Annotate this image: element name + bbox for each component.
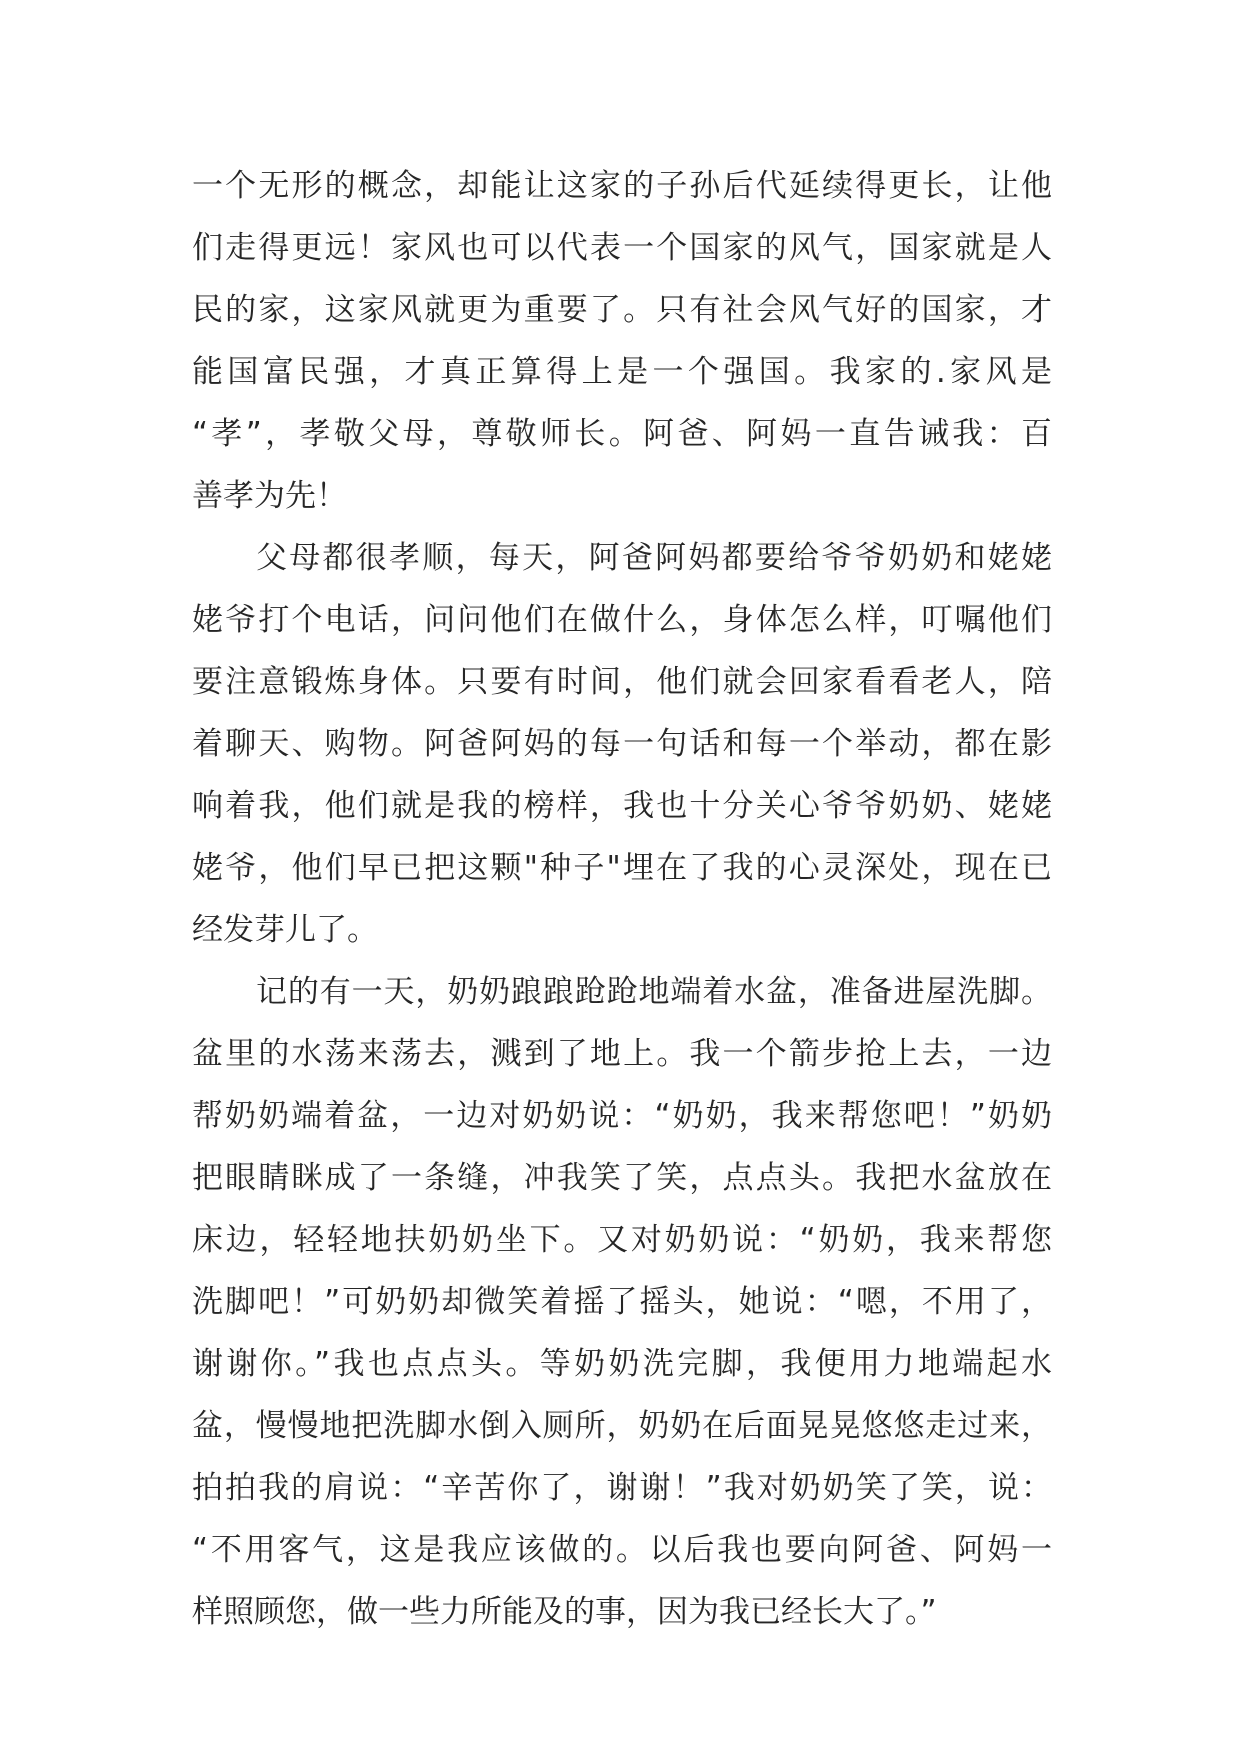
paragraph-2-line-4: 着聊天、购物。阿爸阿妈的每一句话和每一个举动，都在影 — [192, 726, 1052, 762]
paragraph-3-line-3: 帮奶奶端着盆，一边对奶奶说：“奶奶，我来帮您吧！”奶奶 — [192, 1098, 1052, 1134]
paragraph-3-line-8: 盆，慢慢地把洗脚水倒入厕所，奶奶在后面晃晃悠悠走过来， — [192, 1408, 1052, 1444]
paragraph-1-line-3: 民的家，这家风就更为重要了。只有社会风气好的国家，才 — [192, 292, 1052, 328]
paragraph-3-line-6: 洗脚吧！”可奶奶却微笑着摇了摇头，她说：“嗯，不用了， — [192, 1284, 1052, 1320]
paragraph-1-line-2: 们走得更远！家风也可以代表一个国家的风气，国家就是人 — [192, 230, 1052, 266]
paragraph-1-line-5: “孝”，孝敬父母，尊敬师长。阿爸、阿妈一直告诫我：百 — [192, 416, 1052, 452]
paragraph-2-line-1: 父母都很孝顺，每天，阿爸阿妈都要给爷爷奶奶和姥姥 — [256, 540, 1052, 576]
paragraph-1-line-6: 善孝为先！ — [192, 478, 347, 514]
paragraph-3-line-4: 把眼睛眯成了一条缝，冲我笑了笑，点点头。我把水盆放在 — [192, 1160, 1052, 1196]
paragraph-2-line-3: 要注意锻炼身体。只要有时间，他们就会回家看看老人，陪 — [192, 664, 1052, 700]
paragraph-1-line-4: 能国富民强，才真正算得上是一个强国。我家的.家风是 — [192, 354, 1052, 390]
paragraph-2-line-7: 经发芽儿了。 — [192, 912, 378, 948]
paragraph-3-line-5: 床边，轻轻地扶奶奶坐下。又对奶奶说：“奶奶，我来帮您 — [192, 1222, 1052, 1258]
paragraph-3-line-9: 拍拍我的肩说：“辛苦你了，谢谢！”我对奶奶笑了笑，说： — [192, 1470, 1052, 1506]
paragraph-2-line-2: 姥爷打个电话，问问他们在做什么，身体怎么样，叮嘱他们 — [192, 602, 1052, 638]
paragraph-3-line-7: 谢谢你。”我也点点头。等奶奶洗完脚，我便用力地端起水 — [192, 1346, 1052, 1382]
paragraph-2-line-6: 姥爷，他们早已把这颗"种子"埋在了我的心灵深处，现在已 — [192, 850, 1052, 886]
paragraph-3-line-10: “不用客气，这是我应该做的。以后我也要向阿爸、阿妈一 — [192, 1532, 1052, 1568]
paragraph-3-line-11: 样照顾您，做一些力所能及的事，因为我已经长大了。” — [192, 1594, 937, 1630]
paragraph-1-line-1: 一个无形的概念，却能让这家的子孙后代延续得更长，让他 — [192, 168, 1052, 204]
paragraph-3-line-2: 盆里的水荡来荡去，溅到了地上。我一个箭步抢上去，一边 — [192, 1036, 1052, 1072]
paragraph-3-line-1: 记的有一天，奶奶踉踉跄跄地端着水盆，准备进屋洗脚。 — [256, 974, 1052, 1010]
paragraph-2-line-5: 响着我，他们就是我的榜样，我也十分关心爷爷奶奶、姥姥 — [192, 788, 1052, 824]
